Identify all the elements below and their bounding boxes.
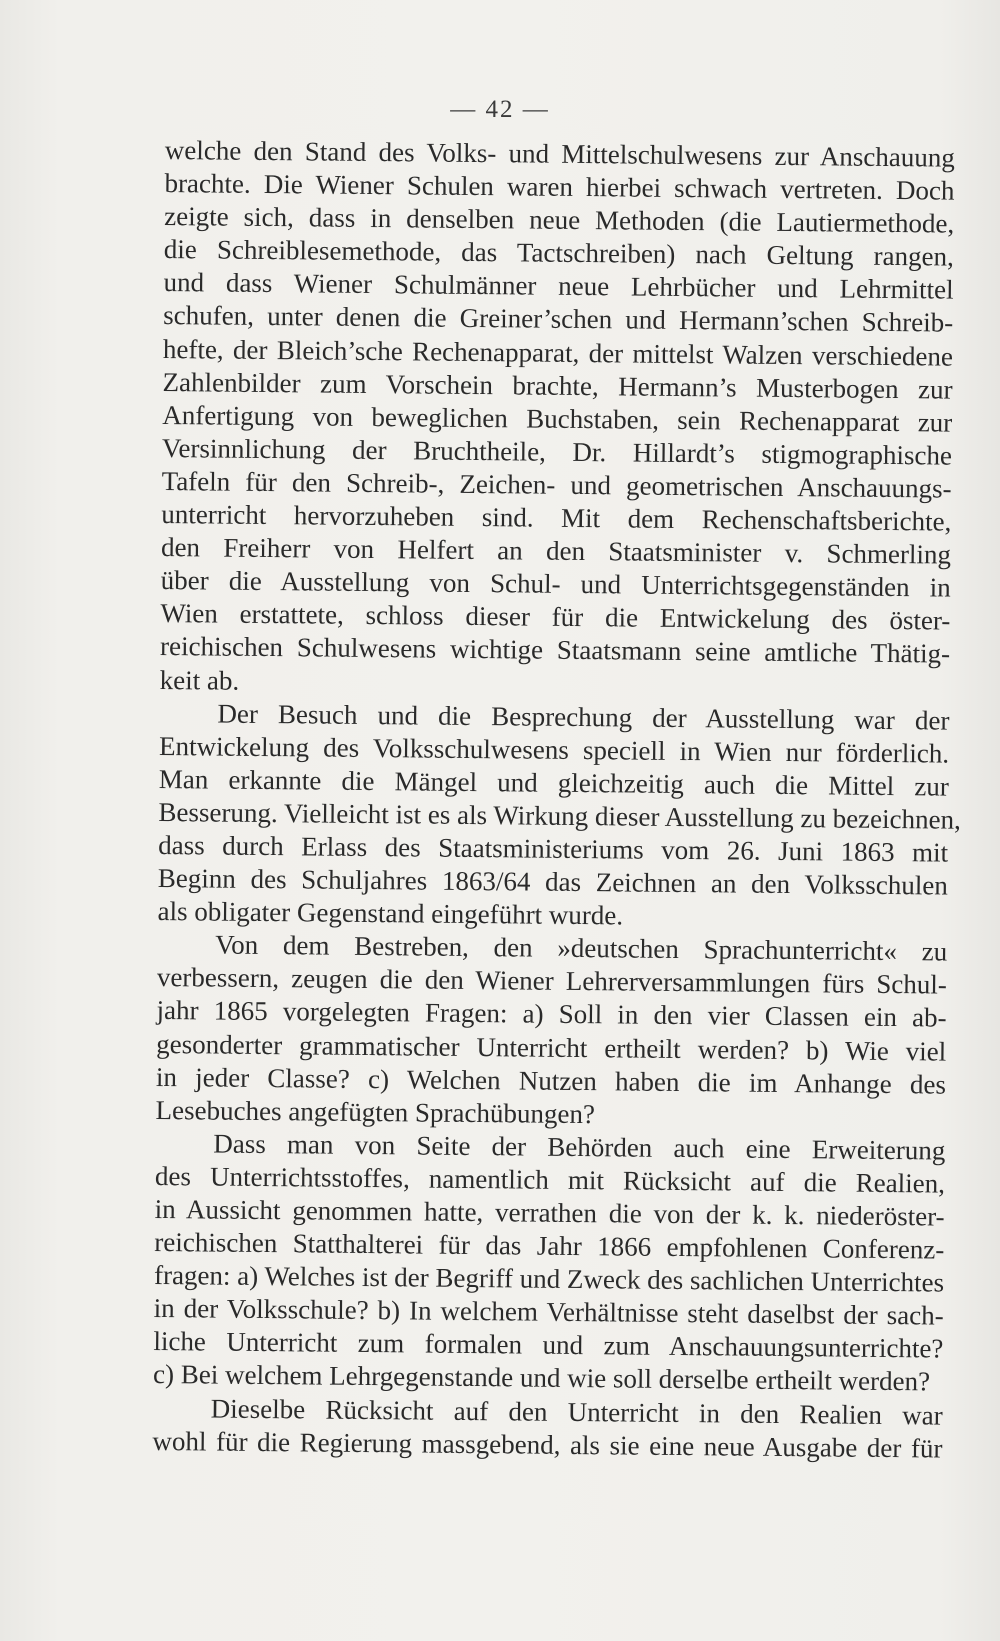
text-line: Entwickelung des Volksschulwesens speciell in Wien nur förderlich.	[158, 730, 950, 769]
text-line: des Unterrichtsstoffes, namentlich mit Rücksicht auf die Realien,	[154, 1160, 946, 1199]
text-line: zeigte sich, dass in denselben neue Methoden (die Lautiermethode,	[164, 201, 955, 239]
text-line: schufen, unter denen die Greiner’schen und Hermann’schen Schreib-	[163, 300, 954, 339]
text-line: c) Bei welchem Lehrgegenstande und wie soll derselbe ertheilt werden?	[152, 1359, 931, 1397]
text-line: Anfertigung von beweglichen Buchstaben, sein Rechenapparat zur	[162, 399, 953, 438]
text-line: in jeder Classe? c) Welchen Nutzen haben die im Anhange des	[155, 1061, 947, 1100]
text-line: und dass Wiener Schulmänner neue Lehrbücher und Lehrmittel	[163, 267, 954, 305]
text-line: die Schreiblesemethode, das Tactschreiben) nach Geltung rangen,	[163, 234, 955, 272]
text-line: Wien erstattete, schloss dieser für die Entwickelung des öster-	[160, 598, 951, 636]
text-line: keit ab.	[159, 664, 240, 696]
text-line: Beginn des Schuljahres 1863/64 das Zeichnen an den Volksschulen	[157, 863, 948, 901]
text-line: Dass man von Seite der Behörden auch eine Erweiterung	[213, 1128, 946, 1166]
text-line: Tafeln für den Schreib-, Zeichen- und geometrischen Anschauungs-	[161, 465, 952, 504]
paragraph	[153, 1127, 946, 1399]
paragraph	[155, 928, 947, 1134]
text-line: gesonderter grammatischer Unterricht ertheilt werden? b) Wie viel	[156, 1028, 947, 1067]
text-line: welche den Stand des Volks- und Mittelschulwesens zur Anschauung	[164, 134, 955, 173]
text-line: reichischen Schulwesens wichtige Staatsmann seine amtliche Thätig-	[159, 631, 951, 669]
text-line: Der Besuch und die Besprechung der Ausstellung war der	[217, 698, 950, 736]
text-line: dass durch Erlass des Staatsministeriums vom 26. Juni 1863 mit	[158, 829, 949, 868]
paragraph	[160, 134, 955, 704]
text-line: Man erkannte die Mängel und gleichzeitig auch die Mittel zur	[158, 763, 949, 802]
paragraph	[152, 1392, 943, 1466]
text-line: Lesebuches angefügten Sprachübungen?	[155, 1094, 596, 1129]
text-line: in der Volksschule? b) In welchem Verhältnisse steht daselbst der sach-	[153, 1293, 944, 1331]
text-line: Dieselbe Rücksicht auf den Unterricht in den Realien war	[210, 1393, 943, 1431]
text-line: den Freiherr von Helfert an den Staatsminister v. Schmerling	[160, 532, 952, 570]
text-line: über die Ausstellung von Schul- und Unterrichtsgegenständen in	[160, 565, 951, 603]
text-line: Besserung. Vielleicht ist es als Wirkung dieser Ausstellung zu bezeichnen,	[158, 796, 961, 835]
text-line: Zahlenbilder zum Vorschein brachte, Hermann’s Musterbogen zur	[162, 366, 953, 405]
text-line: verbessern, zeugen die den Wiener Lehrerversammlungen fürs Schul-	[156, 962, 948, 1000]
text-line: brachte. Die Wiener Schulen waren hierbei schwach vertreten. Doch	[164, 168, 955, 206]
text-line: hefte, der Bleich’sche Rechenapparat, der mittelst Walzen verschiedene	[162, 333, 954, 372]
text-line: wohl für die Regierung massgebend, als sie eine neue Ausgabe der für	[152, 1425, 943, 1464]
page-number: — 42 —	[450, 96, 550, 123]
text-line: jahr 1865 vorgelegten Fragen: a) Soll in den vier Classen ein ab-	[156, 995, 947, 1033]
text-line: liche Unterricht zum formalen und zum Anschauungsunterrichte?	[153, 1326, 944, 1364]
text-line: als obligater Gegenstand eingeführt wurde.	[157, 896, 624, 931]
body-text	[152, 134, 961, 1465]
paragraph	[157, 697, 961, 936]
text-line: Versinnlichung der Bruchtheile, Dr. Hillardt’s stigmographische	[161, 432, 953, 471]
text-line: Von dem Bestreben, den »deutschen Sprachunterricht« zu	[215, 929, 948, 967]
text-line: fragen: a) Welches ist der Begriff und Zweck des sachlichen Unterrichtes	[153, 1260, 945, 1298]
text-line: in Aussicht genommen hatte, verrathen die von der k. k. niederöster-	[154, 1193, 945, 1232]
text-line: reichischen Statthalterei für das Jahr 1866 empfohlenen Conferenz-	[154, 1227, 945, 1265]
text-line: unterricht hervorzuheben sind. Mit dem Rechenschaftsberichte,	[161, 499, 952, 537]
